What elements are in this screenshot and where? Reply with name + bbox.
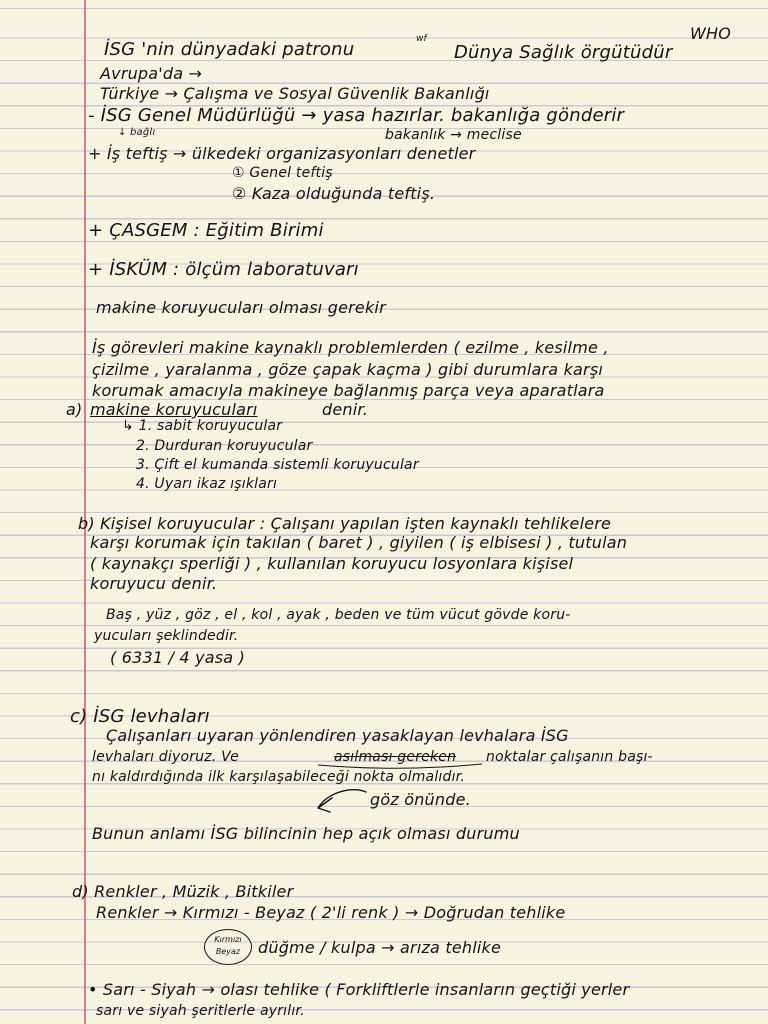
note-line-30: nı kaldırdığında ilk karşılaşabileceği nokta olmalıdır. (92, 769, 465, 785)
note-line-1-superscript: wf (416, 34, 427, 44)
note-line-9: + ÇASGEM : Eğitim Birimi (88, 220, 324, 241)
note-line-20: b) Kişisel koruyucular : Çalışanı yapılan işten kaynaklı tehlikelere (78, 514, 612, 533)
note-line-29-struck: asılması gereken (334, 749, 457, 765)
note-line-7: ① Genel teftiş (232, 165, 333, 181)
note-line-34: Renkler → Kırmızı - Beyaz ( 2'li renk ) → Doğrudan tehlike (96, 903, 566, 922)
red-white-badge (204, 929, 252, 965)
note-line-22: ( kaynakçı sperliği ) , kullanılan koruyucu losyonlara kişisel (90, 554, 574, 573)
note-line-15-underlined: makine koruyucuları (90, 400, 258, 419)
note-line-26: ( 6331 / 4 yasa ) (110, 648, 246, 667)
note-line-8: ② Kaza olduğunda teftiş. (232, 184, 436, 203)
note-line-13: çizilme , yaralanma , göze çapak kaçma ) gibi durumlara karşı (92, 360, 604, 379)
note-line-14: korumak amacıyla makineye bağlanmış parça veya aparatlara (92, 381, 605, 400)
note-line-23: koruyucu denir. (90, 574, 218, 593)
list-item-1: ↳ 1. sabit koruyucular (122, 418, 283, 434)
section-d-heading: d) Renkler , Müzik , Bitkiler (72, 882, 294, 901)
note-line-21: karşı korumak için takılan ( baret ) , giyilen ( iş elbisesi ) , tutulan (90, 533, 628, 552)
note-line-29c: noktalar çalışanın başı- (486, 749, 653, 765)
note-line-1-continued: Dünya Sağlık örgütüdür (454, 42, 673, 63)
note-line-12: İş görevleri makine kaynaklı problemlerden ( ezilme , kesilme , (92, 338, 609, 357)
badge-bottom-text: Beyaz (215, 947, 241, 956)
list-item-2: 2. Durduran koruyucular (136, 438, 313, 454)
section-c-heading: c) İSG levhaları (70, 706, 210, 727)
note-line-32: Bunun anlamı İSG bilincinin hep açık olması durumu (92, 824, 520, 843)
note-line-25: yucuları şeklindedir. (94, 628, 239, 644)
note-line-2: Avrupa'da → (100, 64, 203, 83)
note-line-3: Türkiye → Çalışma ve Sosyal Güvenlik Bakanlığı (100, 84, 490, 103)
note-line-28: Çalışanları uyaran yönlendiren yasaklayan levhalara İSG (106, 726, 569, 745)
note-line-11: makine koruyucuları olması gerekir (96, 298, 386, 317)
list-item-4: 4. Uyarı ikaz ışıkları (136, 476, 278, 492)
note-line-29a: levhaları diyoruz. Ve (92, 749, 239, 765)
note-line-10: + İSKÜM : ölçüm laboratuvarı (88, 259, 359, 280)
note-line-6: + İş teftiş → ülkedeki organizasyonları denetler (88, 144, 476, 163)
note-line-1: İSG 'nin dünyadaki patronu (104, 39, 355, 60)
note-line-31: göz önünde. (370, 790, 471, 809)
note-line-36: • Sarı - Siyah → olası tehlike ( Forkliftlerle insanların geçtiği yerler (88, 980, 630, 999)
margin-line (84, 0, 86, 1024)
swoop-arrow (318, 790, 366, 812)
note-line-15-tail: denir. (322, 400, 368, 419)
note-line-15-prefix: a) (66, 400, 83, 419)
note-line-4: - İSG Genel Müdürlüğü → yasa hazırlar. bakanlığa gönderir (88, 105, 625, 126)
corner-note: WHO (690, 24, 732, 43)
note-line-37: sarı ve siyah şeritlerle ayrılır. (96, 1003, 305, 1019)
list-item-3: 3. Çift el kumanda sistemli koruyucular (136, 457, 419, 473)
note-line-35: düğme / kulpa → arıza tehlike (258, 938, 502, 957)
badge-top-text: Kırmızı (214, 935, 242, 944)
note-line-5-right: bakanlık → meclise (385, 127, 522, 143)
note-line-5-left: ↓ bağlı (118, 127, 156, 138)
note-line-24: Baş , yüz , göz , el , kol , ayak , beden ve tüm vücut gövde koru- (106, 607, 571, 623)
